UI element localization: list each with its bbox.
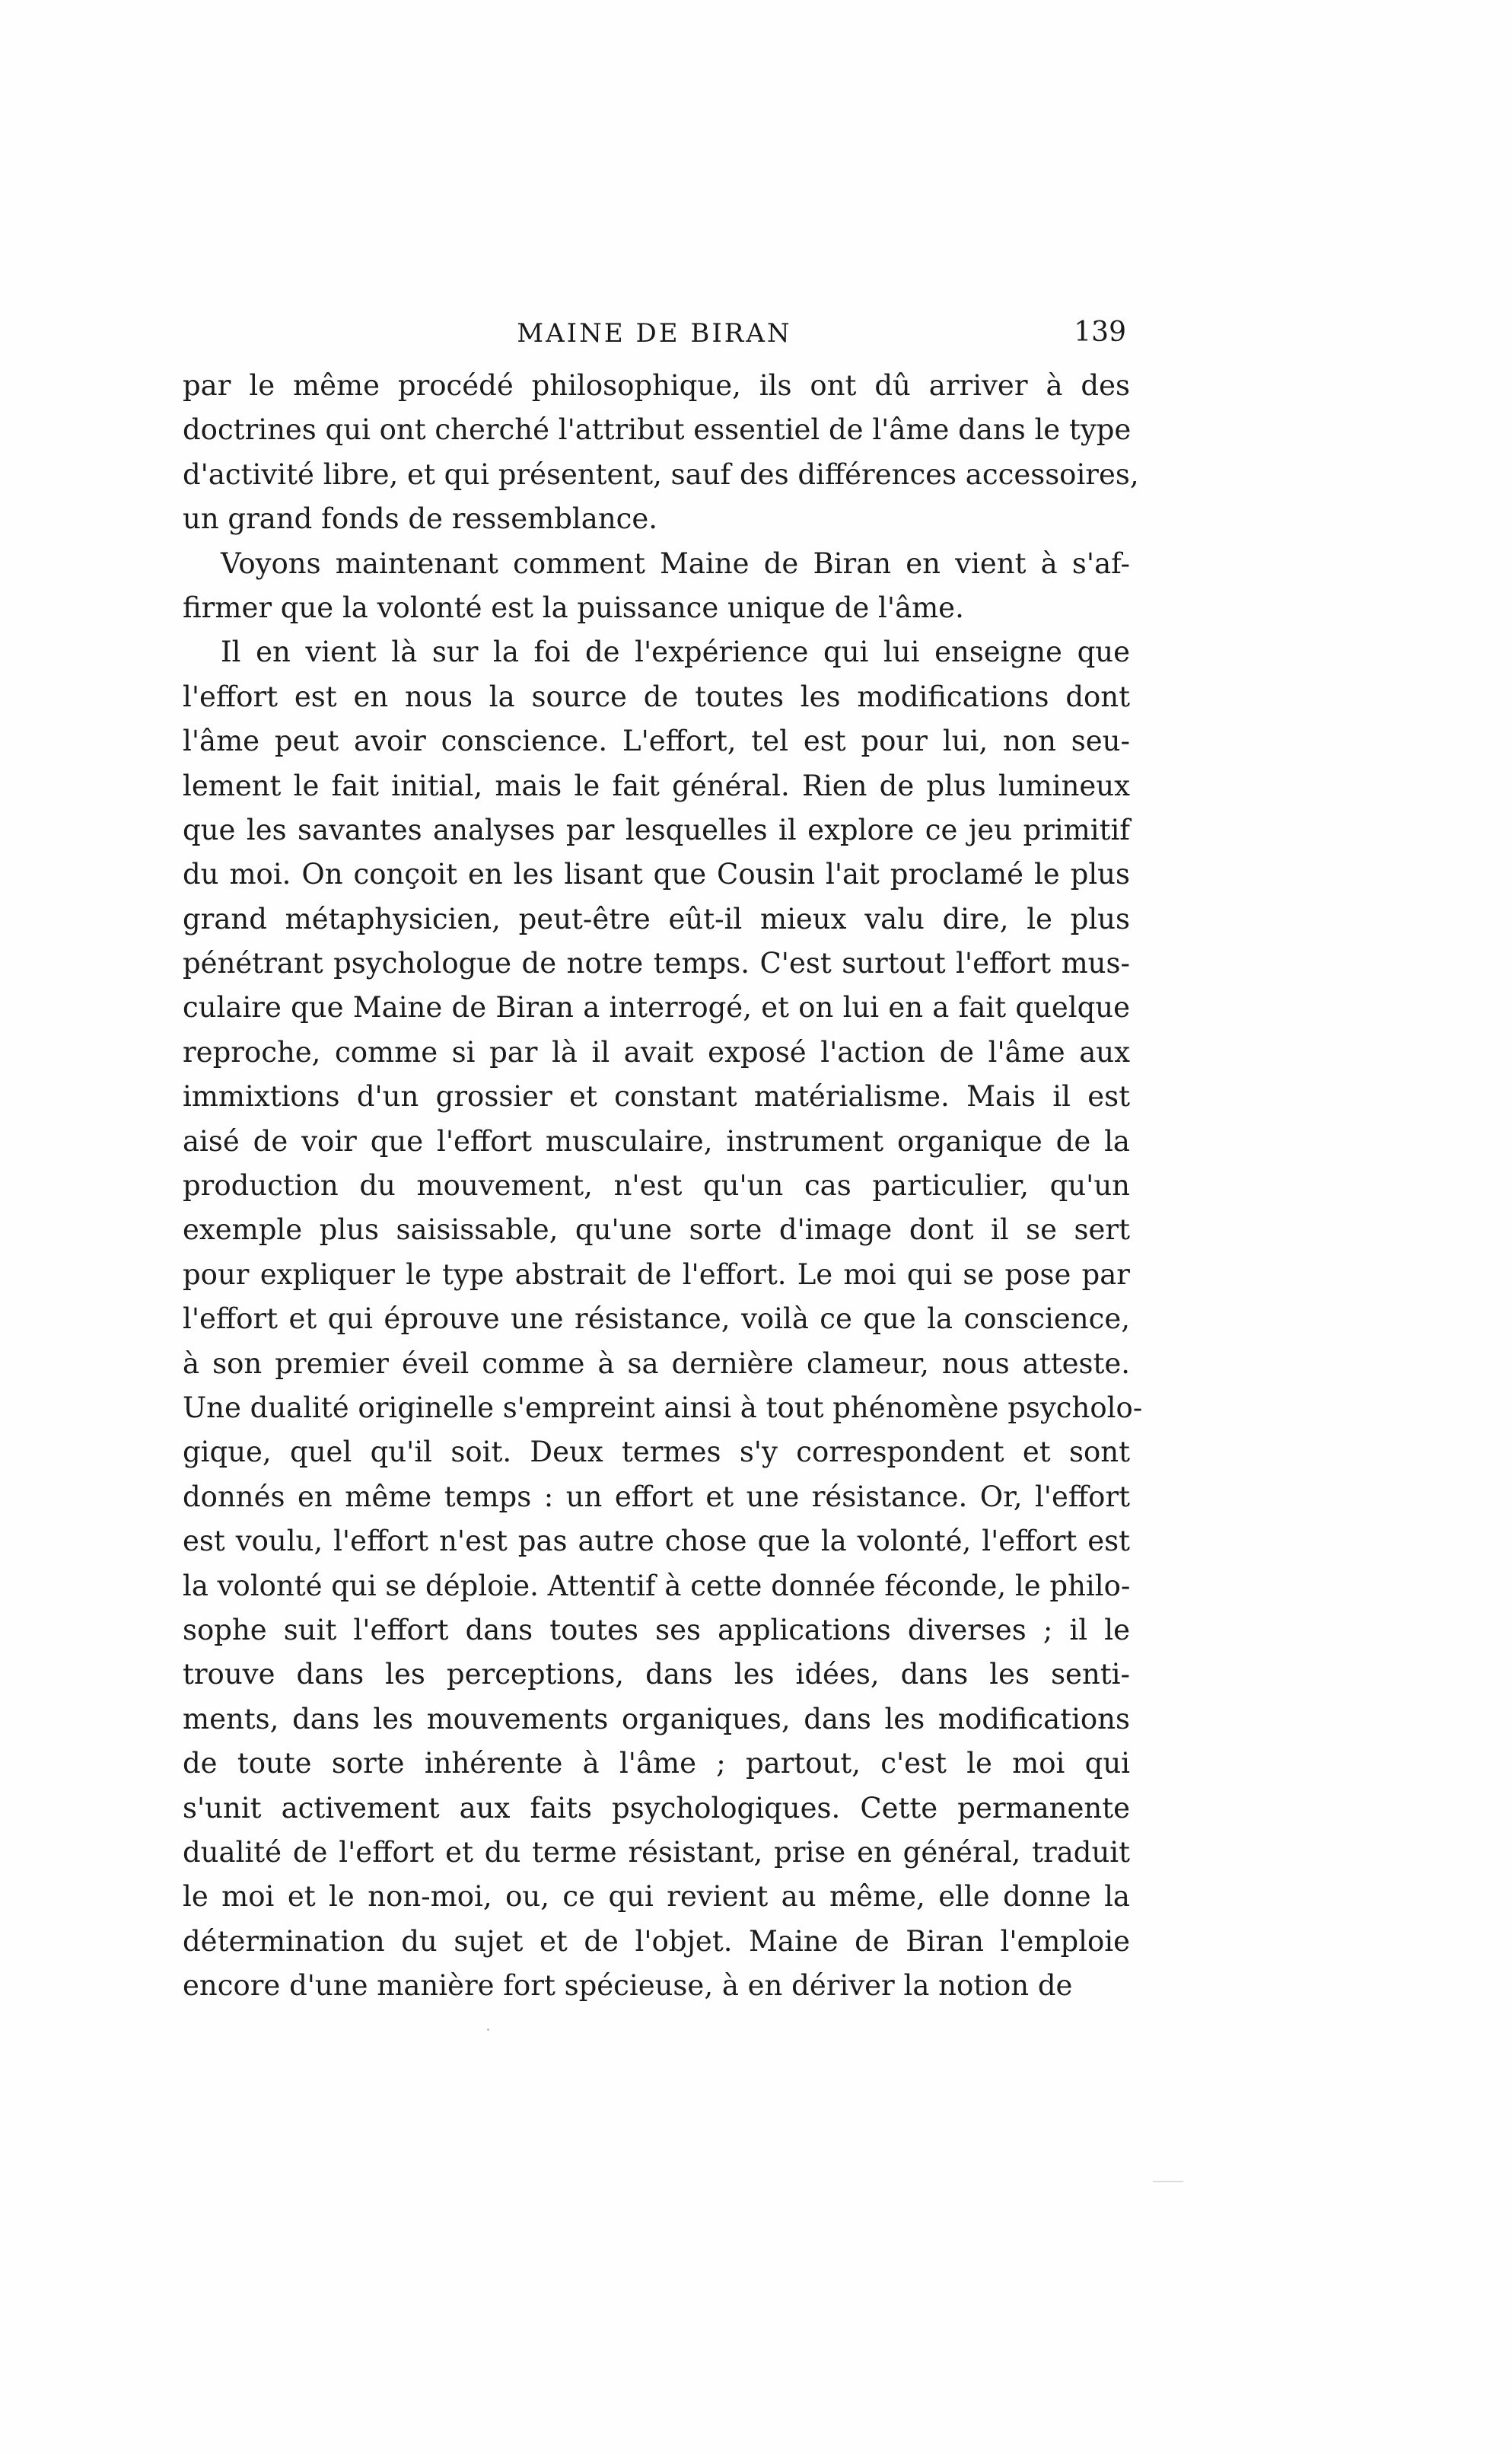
text-line: à son premier éveil comme à sa dernière clameur, nous atteste.: [183, 1347, 1130, 1380]
text-line: dualité de l'effort et du terme résistant, prise en général, traduit: [183, 1835, 1130, 1869]
scan-speck: [487, 2029, 489, 2031]
text-line: trouve dans les perceptions, dans les idées, dans les senti-: [183, 1658, 1130, 1691]
text-line: doctrines qui ont cherché l'attribut essentiel de l'âme dans le type: [183, 413, 1132, 447]
text-line: ments, dans les mouvements organiques, dans les modifications: [183, 1702, 1130, 1735]
text-line: par le même procédé philosophique, ils ont dû arriver à des: [183, 369, 1130, 402]
text-line: production du mouvement, n'est qu'un cas particulier, qu'un: [183, 1169, 1130, 1203]
paragraph: [183, 542, 1130, 631]
paragraph: [183, 630, 1143, 2008]
text-line: le moi et le non-moi, ou, ce qui revient au même, elle donne la: [183, 1880, 1130, 1914]
text-line: l'effort est en nous la source de toutes les modifications dont: [183, 680, 1130, 713]
text-line: gique, quel qu'il soit. Deux termes s'y correspondent et sont: [183, 1436, 1130, 1469]
text-line: est voulu, l'effort n'est pas autre chose que la volonté, l'effort est: [183, 1525, 1130, 1558]
text-line: pour expliquer le type abstrait de l'effort. Le moi qui se pose par: [183, 1257, 1130, 1291]
text-line: grand métaphysicien, peut-être eût-il mieux valu dire, le plus: [183, 902, 1130, 935]
text-line: détermination du sujet et de l'objet. Maine de Biran l'emploie: [183, 1924, 1130, 1958]
text-line: Il en vient là sur la foi de l'expérience qui lui enseigne que: [221, 636, 1130, 669]
text-line: sophe suit l'effort dans toutes ses applications diverses ; il le: [183, 1613, 1130, 1646]
text-line: l'âme peut avoir conscience. L'effort, tel est pour lui, non seu-: [183, 725, 1130, 758]
text-line: exemple plus saisissable, qu'une sorte d'image dont il se sert: [183, 1213, 1130, 1247]
text-line: que les savantes analyses par lesquelles il explore ce jeu primitif: [183, 813, 1130, 846]
text-line: donnés en même temps : un effort et une résistance. Or, l'effort: [183, 1480, 1130, 1513]
text-line: s'unit activement aux faits psychologiques. Cette permanente: [183, 1791, 1130, 1825]
text-line: d'activité libre, et qui présentent, sauf des différences accessoires,: [183, 457, 1139, 491]
page-header: [183, 312, 1126, 358]
text-line: la volonté qui se déploie. Attentif à cette donnée féconde, le philo-: [183, 1569, 1131, 1602]
text-line: de toute sorte inhérente à l'âme ; partout, c'est le moi qui: [183, 1747, 1130, 1780]
text-line: encore d'une manière fort spécieuse, à en dériver la notion de: [183, 1969, 1073, 2003]
running-title: MAINE DE BIRAN: [517, 318, 792, 349]
paragraph: [183, 364, 1139, 542]
text-line: immixtions d'un grossier et constant matérialisme. Mais il est: [183, 1080, 1130, 1114]
text-line: culaire que Maine de Biran a interrogé, et on lui en a fait quelque: [183, 991, 1130, 1025]
text-line: pénétrant psychologue de notre temps. C'est surtout l'effort mus-: [183, 947, 1130, 980]
text-line: reproche, comme si par là il avait exposé l'action de l'âme aux: [183, 1035, 1130, 1069]
text-line: Une dualité originelle s'empreint ainsi à tout phénomène psycholo-: [183, 1391, 1143, 1424]
text-line: un grand fonds de ressemblance.: [183, 502, 658, 536]
text-line: firmer que la volonté est la puissance unique de l'âme.: [183, 591, 964, 624]
page-number: 139: [1074, 317, 1126, 348]
scan-speck: [1153, 2181, 1183, 2182]
text-line: Voyons maintenant comment Maine de Biran en vient à s'af-: [221, 547, 1130, 580]
body-text: [183, 364, 1143, 2008]
text-line: l'effort et qui éprouve une résistance, voilà ce que la conscience,: [183, 1302, 1130, 1336]
text-line: du moi. On conçoit en les lisant que Cousin l'ait proclamé le plus: [183, 858, 1130, 891]
text-line: lement le fait initial, mais le fait général. Rien de plus lumineux: [183, 769, 1130, 802]
text-line: aisé de voir que l'effort musculaire, instrument organique de la: [183, 1124, 1130, 1158]
